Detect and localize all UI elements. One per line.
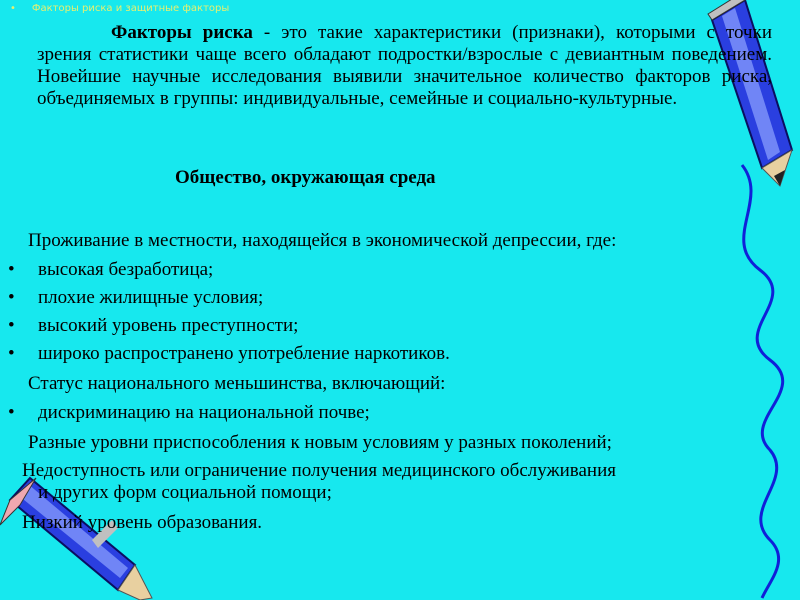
list-item xyxy=(8,315,299,337)
list-item-text: дискриминацию на национальной почве; xyxy=(38,402,370,423)
text-line: Низкий уровень образования. xyxy=(22,512,263,533)
text-line: Разные уровни приспособления к новым условиям у разных поколений; xyxy=(28,432,612,453)
intro-term: Факторы риска xyxy=(111,22,253,43)
list-item xyxy=(8,287,264,309)
header-title: Факторы риска и защитные факторы xyxy=(31,3,230,14)
header-bullet: • xyxy=(10,3,16,14)
slide-header xyxy=(10,3,229,14)
section-heading: Общество, окружающая среда xyxy=(175,167,436,188)
text-line: Проживание в местности, находящейся в экономической депрессии, где: xyxy=(28,230,617,251)
intro-paragraph xyxy=(37,22,772,110)
bullet: • xyxy=(8,315,15,336)
list-item-text: высокая безработица; xyxy=(38,259,214,280)
list-item-text: высокий уровень преступности; xyxy=(38,315,299,336)
bullet: • xyxy=(8,259,15,280)
text-line: и других форм социальной помощи; xyxy=(38,482,332,503)
bullet: • xyxy=(8,402,15,423)
list-item xyxy=(8,402,370,424)
list-item-text: широко распространено употребление наркотиков. xyxy=(38,343,450,364)
bullet: • xyxy=(8,343,15,364)
bullet: • xyxy=(8,287,15,308)
list-item xyxy=(8,259,214,281)
list-item-text: плохие жилищные условия; xyxy=(38,287,264,308)
squiggle-line xyxy=(742,165,783,598)
text-line: Статус национального меньшинства, включающий: xyxy=(28,373,446,394)
list-item xyxy=(8,343,450,365)
intro-text: - это такие характеристики (признаки), которыми с точки зрения статистики чаще всего обладают подростки/взрослые с девиантным поведением. Новейшие научные исследования выявили значительное количество факторов риска, объединяемых в группы: индивидуальные, семейные и социально-культурные. xyxy=(37,22,772,109)
text-line: Недоступность или ограничение получения медицинского обслуживания xyxy=(22,460,617,481)
